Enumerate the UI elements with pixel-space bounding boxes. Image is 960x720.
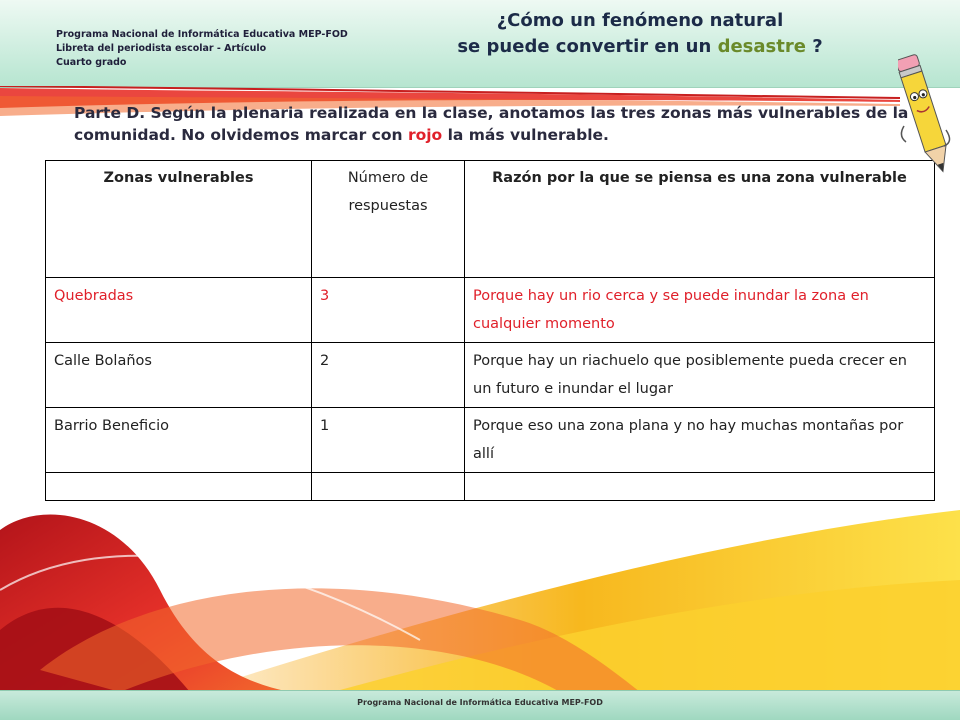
table-header-row bbox=[46, 161, 935, 278]
footer-band bbox=[0, 690, 960, 720]
count-cell: 3 bbox=[312, 278, 465, 343]
count-cell: 2 bbox=[312, 343, 465, 408]
reason-cell: Porque hay un rio cerca y se puede inundar la zona en cualquier momento bbox=[465, 278, 935, 343]
header-reason: Razón por la que se piensa es una zona vulnerable bbox=[465, 161, 935, 278]
instruction-red-word: rojo bbox=[407, 126, 443, 144]
instruction-part: la más vulnerable. bbox=[442, 126, 609, 144]
page-title bbox=[400, 8, 880, 60]
table-row bbox=[46, 343, 935, 408]
footer-text: Programa Nacional de Informática Educativa MEP-FOD bbox=[357, 698, 603, 707]
instruction-part: Parte D. Según la plenaria realizada en la clase, anotamos las tres zonas más vulnerables de la comunidad. No olvidemos marcar con bbox=[74, 104, 909, 144]
header-responses: Número de respuestas bbox=[312, 161, 465, 278]
grade-label: Cuarto grado bbox=[56, 57, 127, 68]
header-band bbox=[0, 0, 960, 88]
title-line-1: ¿Cómo un fenómeno natural bbox=[496, 10, 784, 31]
vulnerable-zones-table bbox=[45, 160, 935, 501]
zone-cell: Barrio Beneficio bbox=[46, 408, 312, 473]
title-text: se puede convertir en un bbox=[457, 36, 718, 57]
red-yellow-swoosh-bottom bbox=[0, 470, 960, 692]
count-cell: 1 bbox=[312, 408, 465, 473]
reason-cell: Porque hay un riachuelo que posiblemente pueda crecer en un futuro e inundar el lugar bbox=[465, 343, 935, 408]
title-highlight: desastre bbox=[717, 36, 806, 57]
program-name: Programa Nacional de Informática Educativa MEP-FOD bbox=[56, 29, 348, 40]
table-row bbox=[46, 408, 935, 473]
title-question-mark: ? bbox=[805, 36, 823, 57]
program-info bbox=[56, 28, 348, 70]
title-line-2 bbox=[400, 34, 880, 60]
notebook-name: Libreta del periodista escolar - Artículo bbox=[56, 43, 267, 54]
reason-cell: Porque eso una zona plana y no hay muchas montañas por allí bbox=[465, 408, 935, 473]
zone-cell: Quebradas bbox=[46, 278, 312, 343]
pencil-mascot-icon bbox=[898, 46, 954, 191]
instruction-text bbox=[74, 102, 920, 146]
header-zones: Zonas vulnerables bbox=[46, 161, 312, 278]
table-row bbox=[46, 278, 935, 343]
zone-cell: Calle Bolaños bbox=[46, 343, 312, 408]
